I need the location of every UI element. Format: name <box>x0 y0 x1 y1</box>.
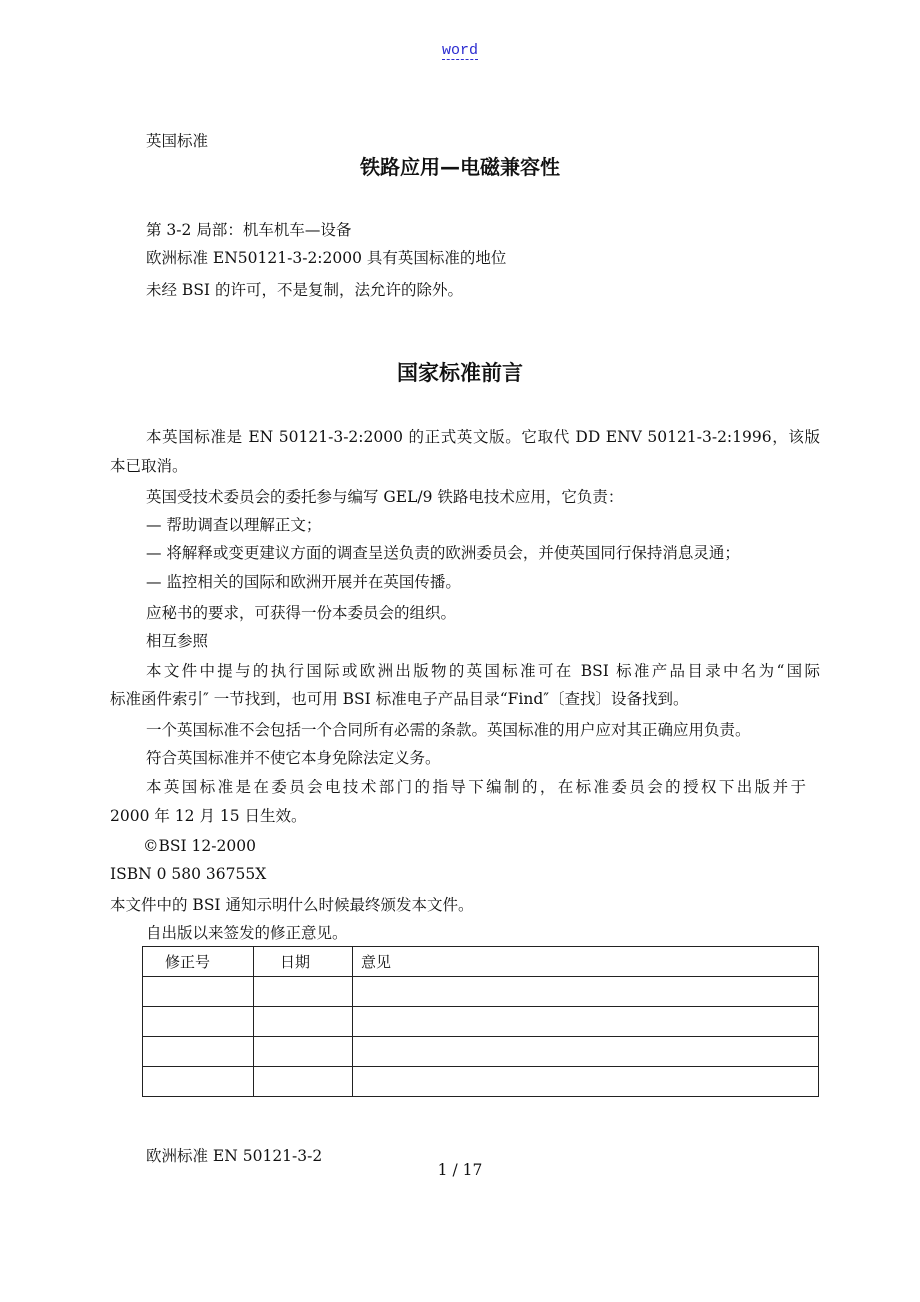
table-cell <box>254 977 353 1007</box>
paragraph-line: 本已取消。 <box>110 457 188 475</box>
table-cell <box>254 1037 353 1067</box>
word-link[interactable]: word <box>441 42 478 59</box>
header <box>0 41 920 61</box>
table-cell <box>353 1007 819 1037</box>
page-number: 1 / 17 <box>437 1161 483 1179</box>
paragraph-line: 一个英国标准不会包括一个合同所有必需的条款。英国标准的用户应对其正确应用负责。 <box>146 721 751 739</box>
paragraph-line: 符合英国标准并不使它本身免除法定义务。 <box>146 749 441 767</box>
isbn-line: ISBN 0 580 36755X <box>110 865 267 883</box>
table-cell <box>254 1067 353 1097</box>
table-cell <box>143 1007 254 1037</box>
table-cell <box>143 1037 254 1067</box>
table-header-row <box>143 947 819 977</box>
column-header: 日期 <box>254 947 353 977</box>
table-cell <box>254 1007 353 1037</box>
list-item: — 监控相关的国际和欧洲开展并在英国传播。 <box>146 573 461 591</box>
subheading: 相互参照 <box>146 632 209 650</box>
paragraph-line: 2000 年 12 月 15 日生效。 <box>110 807 307 825</box>
part-line: 第 3-2 局部：机车机车—设备 <box>146 221 352 239</box>
paragraph-line: 本英国标准是 EN 50121-3-2:2000 的正式英文版。它取代 DD ENV 50121-3-2:1996，该版 <box>146 428 820 446</box>
paragraph-line: 英国受技术委员会的委托参与编写 GEL/9 铁路电技术应用，它负责： <box>146 488 624 506</box>
table-row <box>143 1007 819 1037</box>
column-header: 意见 <box>353 947 819 977</box>
table-row <box>143 977 819 1007</box>
copyright-notice: 未经 BSI 的许可，不是复制，法允许的除外。 <box>146 281 463 299</box>
status-line: 欧洲标准 EN50121-3-2:2000 具有英国标准的地位 <box>146 249 507 267</box>
paragraph-line: 标准函件索引″ 一节找到，也可用 BSI 标准电子产品目录“Find″〔查找〕设备找到。 <box>110 690 689 708</box>
paragraph-line: 本文件中提与的执行国际或欧洲出版物的英国标准可在 BSI 标准产品目录中名为“国际 <box>146 662 820 680</box>
table-row <box>143 1067 819 1097</box>
table-caption: 自出版以来签发的修正意见。 <box>146 924 348 942</box>
table-cell <box>143 1067 254 1097</box>
standard-label: 英国标准 <box>146 132 209 150</box>
table-row <box>143 1037 819 1067</box>
section-title: 国家标准前言 <box>397 361 523 385</box>
list-item: — 帮助调查以理解正文； <box>146 516 322 534</box>
column-header: 修正号 <box>143 947 254 977</box>
list-item: — 将解释或变更建议方面的调查呈送负责的欧洲委员会，并使英国同行保持消息灵通； <box>146 544 740 562</box>
paragraph-line: 本英国标准是在委员会电技术部门的指导下编制的，在标准委员会的授权下出版并于 <box>146 778 806 796</box>
table-cell <box>353 1037 819 1067</box>
paragraph-line: 本文件中的 BSI 通知示明什么时候最终颁发本文件。 <box>110 896 474 914</box>
footer-label: 欧洲标准 EN 50121-3-2 <box>146 1147 323 1165</box>
paragraph-line: 应秘书的要求，可获得一份本委员会的组织。 <box>146 604 457 622</box>
table-cell <box>143 977 254 1007</box>
table-cell <box>353 1067 819 1097</box>
document-title: 铁路应用—电磁兼容性 <box>360 155 560 179</box>
amendments-table <box>142 946 819 1097</box>
table-cell <box>353 977 819 1007</box>
copyright-line: ©BSI 12-2000 <box>143 837 256 855</box>
